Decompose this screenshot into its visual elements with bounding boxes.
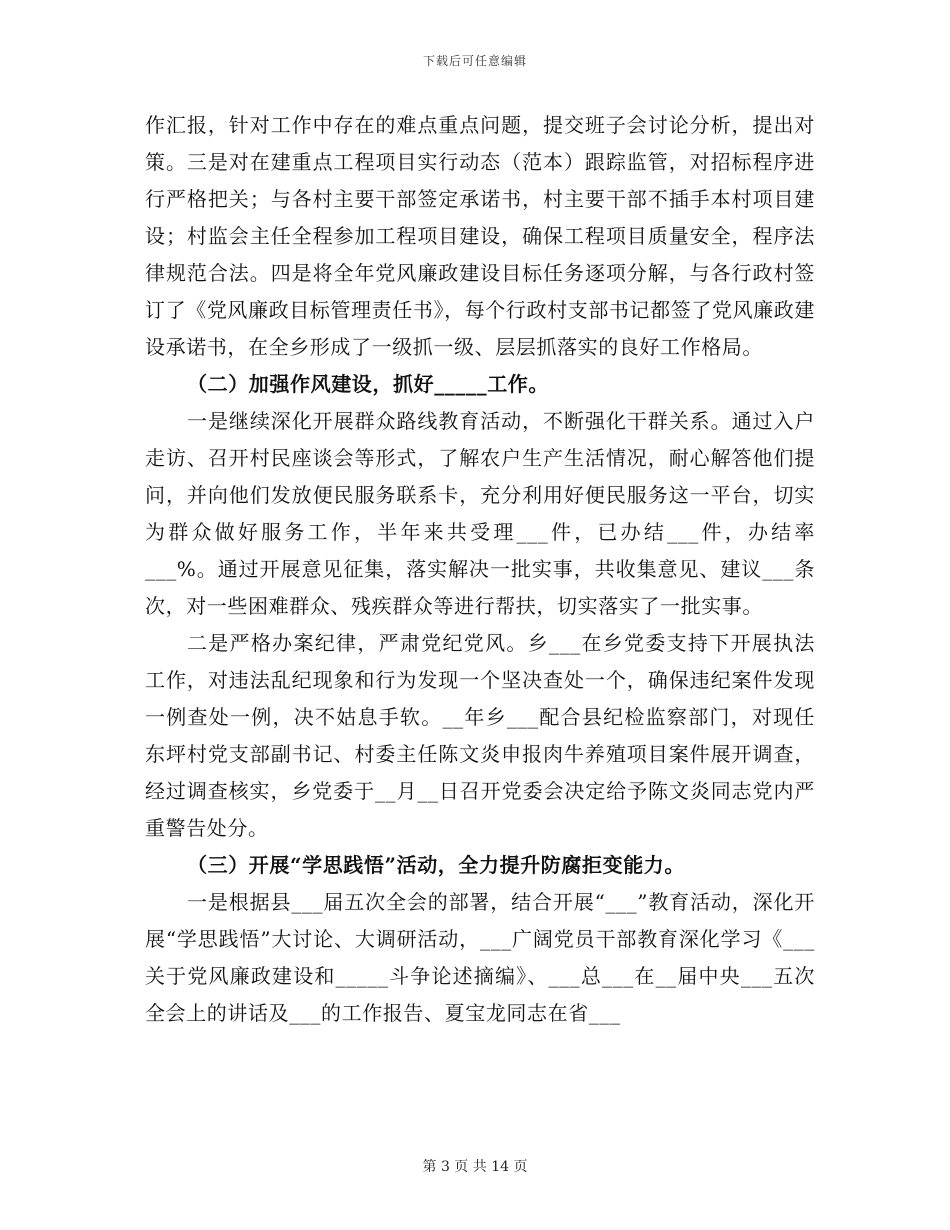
section-heading-2: （二）加强作风建设，抓好_____工作。 xyxy=(187,372,549,396)
section-heading-3: （三）开展“学思践悟”活动，全力提升防腐拒变能力。 xyxy=(187,853,686,877)
paragraph-discipline: 二是严格办案纪律，严肃党纪党风。乡___在乡党委支持下开展执法工作，对违法乱纪现象和行为发现一个坚决查处一个，确保违纪案件发现一例查处一例，决不姑息手软。__年乡___配合县纪检监察部门，对现任东坪村党支部副书记、村委主任陈文炎申报肉牛养殖项目案件展开调查，经过调查核实，乡党委于__月__日召开党委会决定给予陈文炎同志党内严重警告处分。 xyxy=(145,631,815,840)
page-number-footer: 第 3 页 共 14 页 xyxy=(422,1159,528,1175)
paragraph-mass-line: 一是继续深化开展群众路线教育活动，不断强化干群关系。通过入户走访、召开村民座谈会等形式，了解农户生产生活情况，耐心解答他们提问，并向他们发放便民服务联系卡，充分利用好便民服务这一平台，切实为群众做好服务工作，半年来共受理___件，已办结___件，办结率___%。通过开展意见征集，落实解决一批实事，共收集意见、建议___条次，对一些困难群众、残疾群众等进行帮扶，切实落实了一批实事。 xyxy=(145,409,815,618)
paragraph-continued: 作汇报，针对工作中存在的难点重点问题，提交班子会讨论分析，提出对策。三是对在建重点工程项目实行动态（范本）跟踪监管，对招标程序进行严格把关；与各村主要干部签定承诺书，村主要干部不插手本村项目建设；村监会主任全程参加工程项目建设，确保工程项目质量安全，程序法律规范合法。四是将全年党风廉政建设目标任务逐项分解，与各行政村签订了《党风廉政目标管理责任书》，每个行政村支部书记都签了党风廉政建设承诺书，在全乡形成了一级抓一级、层层抓落实的良好工作格局。 xyxy=(145,113,815,359)
page-header-note: 下载后可任意编辑 xyxy=(422,54,527,68)
document-body xyxy=(145,107,815,1032)
paragraph-study-activity: 一是根据县___届五次全会的部署，结合开展“___”教育活动，深化开展“学思践悟”大讨论、大调研活动，___广阔党员干部教育深化学习《___关于党风廉政建设和_____斗争论述摘编》、___总___在__届中央___五次全会上的讲话及___的工作报告、夏宝龙同志在省___ xyxy=(145,890,815,1025)
